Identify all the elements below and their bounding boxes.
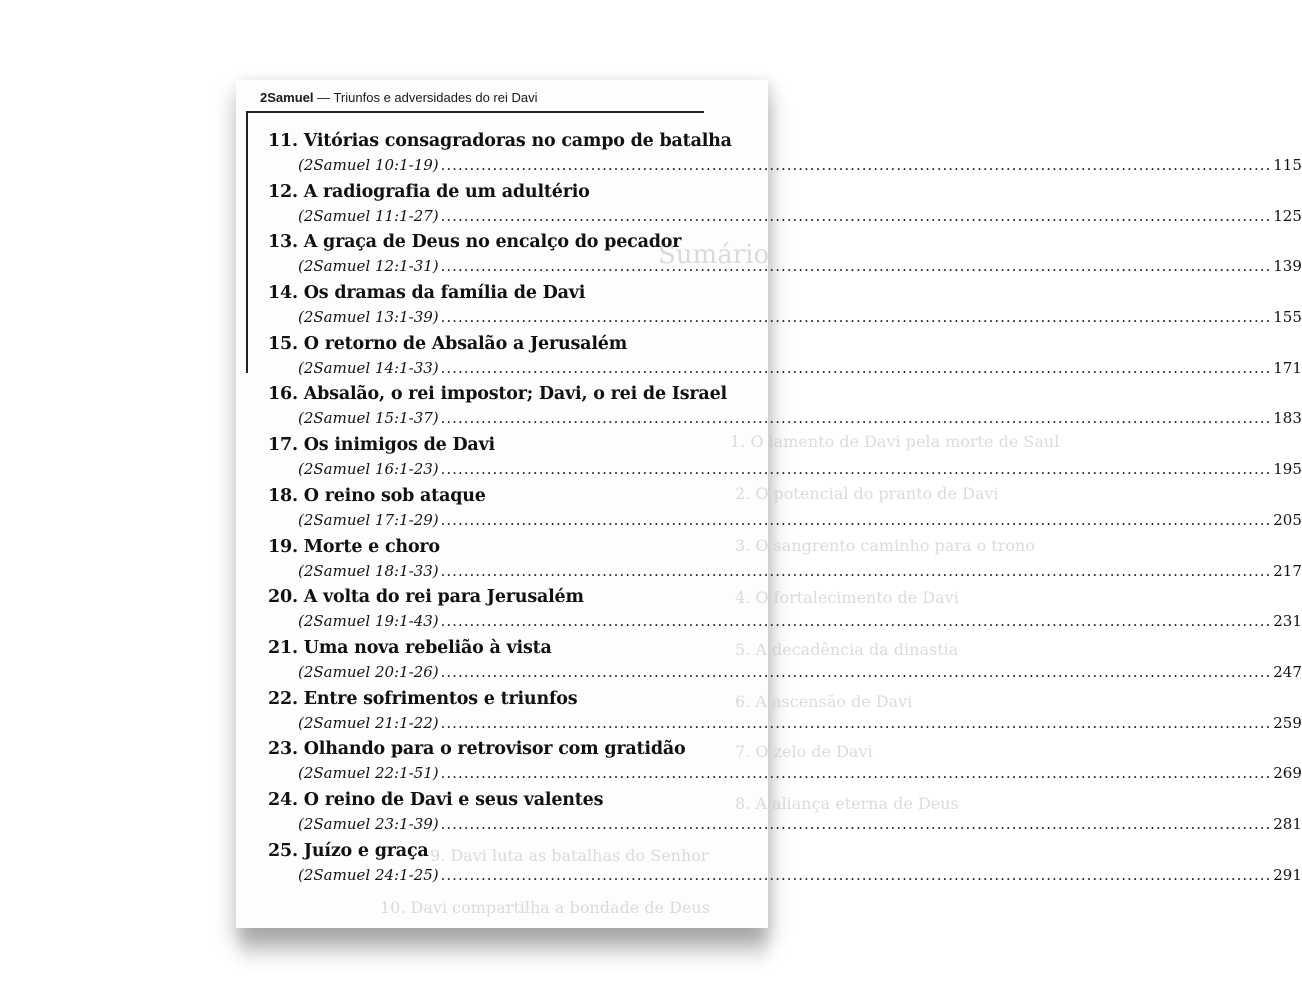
toc-entry-number: 19. [268,536,298,557]
toc-entry-title-text: Vitórias consagradoras no campo de batalha [303,131,732,151]
toc-entry-reference-line [298,560,1302,582]
toc-entry-title-text: Entre sofrimentos e triunfos [303,688,578,709]
toc-entry-reference-line [298,205,1302,227]
toc-entry-title [268,128,752,154]
toc-entry-number: 22. [268,688,298,709]
toc-entry-number: 21. [268,637,298,658]
running-head-book: 2Samuel [260,90,314,105]
toc-entry-number: 16. [268,384,298,405]
toc-entry-reference: (2Samuel 13:1-39) [298,308,439,327]
toc-entry-reference-line [298,407,1302,429]
toc-entry-title-text: Juízo e graça [303,840,429,861]
toc-entry [268,179,1302,230]
toc-entry-reference-line [298,813,1302,835]
toc-entry-page-number: 259 [1273,713,1302,732]
toc-entry-number: 13. [268,232,298,253]
toc-entry-reference: (2Samuel 17:1-29) [298,510,439,529]
toc-entry-number: 14. [268,283,298,304]
toc-entry-reference: (2Samuel 14:1-33) [298,358,439,377]
dot-leader [441,154,1272,176]
dot-leader [441,661,1272,683]
toc-entry-page-number: 269 [1273,764,1302,783]
toc-entry-title [268,229,752,255]
toc-entry-title-text: Olhando para o retrovisor com gratidão [303,739,686,760]
toc-entry-number: 12. [268,181,298,202]
toc-entry-title-text: O reino sob ataque [303,485,486,506]
toc-entry-page-number: 281 [1273,814,1302,833]
toc-entry-reference: (2Samuel 16:1-23) [298,460,439,479]
running-head-subtitle: — Triunfos e adversidades do rei Davi [313,90,538,105]
toc-entry-title [268,483,752,509]
toc-entry-reference: (2Samuel 20:1-26) [298,662,439,681]
toc-entry [268,381,1302,432]
toc-entry-page-number: 247 [1273,662,1302,681]
toc-entry-title-text: O reino de Davi e seus valentes [303,789,604,810]
dot-leader [441,205,1272,227]
toc-entry-reference-line [298,357,1302,379]
toc-entry-reference-line [298,864,1302,886]
ghost-line: 8. A aliança eterna de Deus [735,794,959,813]
toc-entry-title-text: Absalão, o rei impostor; Davi, o rei de Israel [303,384,727,405]
toc-entry-reference-line [298,610,1302,632]
toc-entry-reference-line [298,154,1302,176]
toc-entry-page-number: 155 [1273,308,1302,327]
toc-entry-number: 18. [268,485,298,506]
toc-entry-reference-line [298,762,1302,784]
toc-entry-title-text: O retorno de Absalão a Jerusalém [303,333,628,354]
ghost-line: 2. O potencial do pranto de Davi [735,484,999,503]
toc-entry-title-text: A graça de Deus no encalço do pecador [303,232,682,253]
toc-entry-reference-line [298,661,1302,683]
toc-entry-title [268,838,752,864]
ghost-line: 7. O zelo de Davi [735,742,873,761]
toc-entry-page-number: 115 [1273,156,1302,174]
dot-leader [441,357,1272,379]
toc-entry-reference: (2Samuel 24:1-25) [298,865,439,884]
toc-entry-page-number: 171 [1273,358,1302,377]
ghost-line: 6. A ascensão de Davi [735,692,913,711]
toc-entry-page-number: 205 [1273,510,1302,529]
toc-entry-reference: (2Samuel 23:1-39) [298,814,439,833]
toc-entry-page-number: 217 [1273,561,1302,580]
toc-entry-reference-line [298,458,1302,480]
toc-entry-page-number: 195 [1273,460,1302,479]
toc-entry-title-text: A radiografia de um adultério [303,181,590,202]
toc-entry-reference: (2Samuel 19:1-43) [298,612,439,631]
toc-entry-title [268,432,752,458]
dot-leader [441,864,1272,886]
toc-entry-number: 23. [268,739,298,760]
toc-entry-reference: (2Samuel 11:1-27) [298,206,439,225]
toc-entry-number: 15. [268,333,298,354]
toc-entry-reference: (2Samuel 22:1-51) [298,764,439,783]
toc-entry-page-number: 231 [1273,612,1302,631]
dot-leader [441,560,1272,582]
toc-entry [268,128,1302,179]
dot-leader [441,255,1272,277]
toc-entry-title-text: Os inimigos de Davi [303,435,495,456]
header-rule [246,111,704,113]
margin-rule [246,111,248,373]
toc-entry-title [268,736,752,762]
toc-entry [268,229,1302,280]
toc-entry-title [268,686,752,712]
page-shadow [240,928,768,968]
toc-entry-reference: (2Samuel 12:1-31) [298,257,439,276]
dot-leader [441,407,1272,429]
toc-entry-title [268,787,752,813]
toc-entry-title-text: A volta do rei para Jerusalém [303,587,584,608]
toc-entry-reference: (2Samuel 15:1-37) [298,409,439,428]
toc-entry [268,331,1302,382]
dot-leader [441,762,1272,784]
toc-entry-number: 17. [268,435,298,456]
toc-entry [268,280,1302,331]
toc-entry-title-text: Os dramas da família de Davi [303,283,586,304]
ghost-line: 5. A decadência da dinastia [735,640,959,659]
running-head [260,90,537,105]
toc-entry-reference-line [298,712,1302,734]
toc-entry-reference: (2Samuel 18:1-33) [298,561,439,580]
toc-entry-number: 20. [268,587,298,608]
dot-leader [441,306,1272,328]
toc-entry-title [268,635,752,661]
toc-entry-title [268,534,752,560]
toc-entry-reference-line [298,306,1302,328]
toc-entry-title-text: Uma nova rebelião à vista [303,637,552,658]
toc-entry-page-number: 125 [1273,206,1302,225]
dot-leader [441,712,1272,734]
toc-entry-number: 11. [268,131,298,151]
toc-entry-reference: (2Samuel 10:1-19) [298,156,439,174]
toc-entry-reference-line [298,509,1302,531]
ghost-line: 4. O fortalecimento de Davi [735,588,959,607]
toc-entry-reference: (2Samuel 21:1-22) [298,713,439,732]
ghost-heading: Sumário [658,240,770,270]
toc-entry-page-number: 139 [1273,257,1302,276]
toc-entry-title [268,331,752,357]
toc-entry-title [268,179,752,205]
dot-leader [441,509,1272,531]
toc-entry-number: 24. [268,789,298,810]
dot-leader [441,458,1272,480]
toc-entry-title [268,584,752,610]
dot-leader [441,813,1272,835]
toc-entry-title [268,280,752,306]
ghost-line: 3. O sangrento caminho para o trono [735,536,1035,555]
toc-entry-title [268,381,752,407]
toc-entry-title-text: Morte e choro [303,536,440,557]
toc-entry-page-number: 183 [1273,409,1302,428]
dot-leader [441,610,1272,632]
toc-entry [268,838,1302,889]
ghost-line: 10. Davi compartilha a bondade de Deus [380,898,710,917]
ghost-line: 1. O lamento de Davi pela morte de Saul [730,432,1060,451]
toc-entry-number: 25. [268,840,298,861]
ghost-line: 9. Davi luta as batalhas do Senhor [430,846,709,865]
toc-entry-page-number: 291 [1273,865,1302,884]
